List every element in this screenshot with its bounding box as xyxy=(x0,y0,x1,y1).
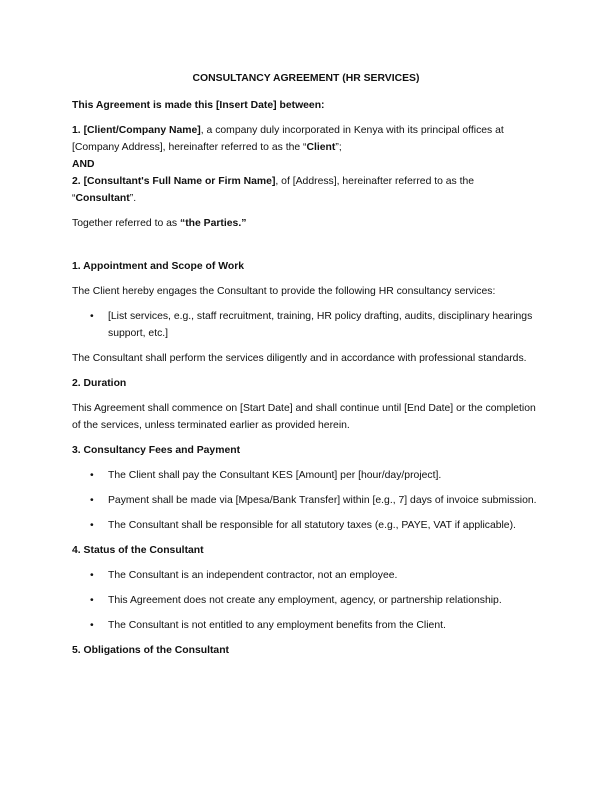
list-item-text: Payment shall be made via [Mpesa/Bank Transfer] within [e.g., 7] days of invoice submission. xyxy=(108,495,537,506)
party2-role: Consultant xyxy=(75,193,130,204)
list-item xyxy=(72,567,540,584)
list-item-text: This Agreement does not create any employment, agency, or partnership relationship. xyxy=(108,595,502,606)
list-item-text: [List services, e.g., staff recruitment, training, HR policy drafting, audits, disciplinary hearings support, etc.] xyxy=(108,311,533,339)
section-heading-5: 5. Obligations of the Consultant xyxy=(72,645,230,656)
list-item xyxy=(72,517,540,534)
and-separator: AND xyxy=(72,159,95,170)
list-item-text: The Consultant is an independent contractor, not an employee. xyxy=(108,570,398,581)
section-1-paragraph: The Client hereby engages the Consultant to provide the following HR consultancy services: xyxy=(72,286,496,297)
party1-role: Client xyxy=(306,142,336,153)
party2-text-b: ”. xyxy=(129,193,137,204)
section-heading-3: 3. Consultancy Fees and Payment xyxy=(72,445,241,456)
list-item xyxy=(72,617,540,634)
bullet-icon: • xyxy=(90,311,94,322)
section-4-list xyxy=(72,567,540,634)
party1-text-a: , a company duly incorporated in Kenya with its principal offices at [Company Address], hereinafter referred to as the “ xyxy=(72,125,504,153)
section-3-list xyxy=(72,467,540,534)
bullet-icon: • xyxy=(90,570,94,581)
party-client xyxy=(72,122,540,156)
party2-number: 2. xyxy=(72,176,81,187)
section-heading-4: 4. Status of the Consultant xyxy=(72,545,204,556)
document-title: CONSULTANCY AGREEMENT (HR SERVICES) xyxy=(192,73,420,84)
parties-definition xyxy=(72,215,540,232)
document-page xyxy=(72,70,540,667)
bullet-icon: • xyxy=(90,520,94,531)
party1-text-b: ”; xyxy=(335,142,342,153)
party1-number: 1. xyxy=(72,125,81,136)
list-item-text: The Consultant shall be responsible for all statutory taxes (e.g., PAYE, VAT if applicable). xyxy=(108,520,516,531)
list-item-text: The Client shall pay the Consultant KES [Amount] per [hour/day/project]. xyxy=(108,470,442,481)
list-item xyxy=(72,592,540,609)
party2-text-a: , of [Address], hereinafter referred to as the “ xyxy=(72,176,475,204)
section-heading-1: 1. Appointment and Scope of Work xyxy=(72,261,245,272)
list-item xyxy=(72,492,540,509)
list-item xyxy=(72,308,540,342)
list-item xyxy=(72,467,540,484)
together-prefix: Together referred to as xyxy=(72,218,181,229)
bullet-icon: • xyxy=(90,620,94,631)
together-bold: “the Parties.” xyxy=(180,218,247,229)
section-1-after: The Consultant shall perform the services diligently and in accordance with professional standards. xyxy=(72,353,527,364)
spacer xyxy=(72,232,540,258)
party1-name: [Client/Company Name] xyxy=(83,125,201,136)
section-2-paragraph: This Agreement shall commence on [Start Date] and shall continue until [End Date] or the completion of the services, unless terminated earlier as provided herein. xyxy=(72,403,536,431)
bullet-icon: • xyxy=(90,495,94,506)
section-heading-2: 2. Duration xyxy=(72,378,127,389)
party2-name: [Consultant's Full Name or Firm Name] xyxy=(83,176,276,187)
agreement-intro: This Agreement is made this [Insert Date] between: xyxy=(72,100,325,111)
bullet-icon: • xyxy=(90,470,94,481)
bullet-icon: • xyxy=(90,595,94,606)
section-1-list xyxy=(72,308,540,342)
party-consultant xyxy=(72,173,540,207)
list-item-text: The Consultant is not entitled to any employment benefits from the Client. xyxy=(108,620,446,631)
